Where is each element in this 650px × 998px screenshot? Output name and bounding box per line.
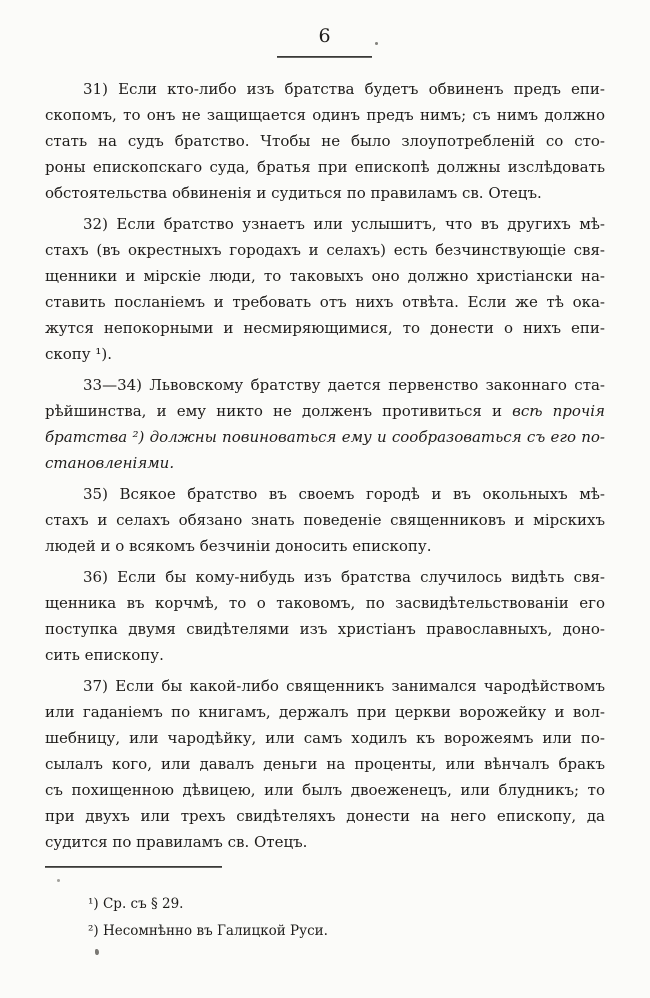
paragraph-35	[45, 481, 605, 559]
text-line: жутся непокорными и несмиряющимися, то донести о нихъ епи-	[45, 319, 605, 337]
text-line: шебницу, или чародѣйку, или самъ ходилъ къ ворожеямъ или по-	[45, 729, 605, 747]
text-block	[45, 76, 605, 855]
text-line: съ похищенною дѣвицею, или былъ двоеженецъ, или блудникъ; то	[45, 781, 605, 799]
text-line: стахъ и селахъ обязано знать поведеніе священниковъ и мірскихъ	[45, 511, 605, 529]
footnote-1: ¹) Ср. съ § 29.	[88, 896, 184, 912]
text-line: ставить посланіемъ и требовать отъ нихъ отвѣта. Если же тѣ ока-	[45, 293, 605, 311]
text-line: 35) Всякое братство въ своемъ городѣ и въ окольныхъ мѣ-	[83, 485, 605, 503]
text-line: 33—34) Львовскому братству дается первенство законнаго ста-	[83, 376, 605, 394]
text-line: щенники и мірскіе люди, то таковыхъ оно должно христіански на-	[45, 267, 605, 285]
roman-phrase: рѣйшинства, и ему никто не долженъ противиться и	[45, 402, 513, 420]
text-line: стать на судъ братство. Чтобы не было злоупотребленій со сто-	[45, 132, 605, 150]
text-line: скопомъ, то онъ не защищается одинъ предъ нимъ; съ нимъ должно	[45, 106, 605, 124]
text-line: сить епископу.	[45, 646, 164, 664]
text-line: братства ²) должны повиноваться ему и сообразоваться съ его по-	[45, 428, 605, 446]
text-line: 37) Если бы какой-либо священникъ занимался чародѣйствомъ	[83, 677, 605, 695]
text-line: при двухъ или трехъ свидѣтеляхъ донести на него епископу, да	[45, 807, 605, 825]
text-line: сылалъ кого, или давалъ деньги на проценты, или вѣнчалъ бракъ	[45, 755, 605, 773]
page-number: 6	[318, 25, 332, 47]
text-line: щенника въ корчмѣ, то о таковомъ, по засвидѣтельствованіи его	[45, 594, 605, 612]
text-line: обстоятельства обвиненія и судиться по правиламъ св. Отецъ.	[45, 184, 542, 202]
footnotes	[88, 891, 588, 945]
text-line: 36) Если бы кому-нибудь изъ братства случилось видѣть свя-	[83, 568, 605, 586]
italic-phrase: всѣ прочія	[512, 402, 605, 420]
text-line: поступка двумя свидѣтелями изъ христіанъ православныхъ, доно-	[45, 620, 605, 638]
paragraph-31	[45, 76, 605, 206]
scan-speck	[375, 42, 378, 45]
text-line: 32) Если братство узнаетъ или услышитъ, что въ другихъ мѣ-	[83, 215, 605, 233]
paragraph-36	[45, 564, 605, 668]
text-line: 31) Если кто-либо изъ братства будетъ обвиненъ предъ епи-	[83, 80, 605, 98]
paragraph-33-34	[45, 372, 605, 476]
text-line: роны епископскаго суда, братья при епископѣ должны изслѣдовать	[45, 158, 605, 176]
paragraph-32	[45, 211, 605, 367]
scan-speck	[57, 879, 60, 882]
paragraph-37	[45, 673, 605, 855]
text-line: скопу ¹).	[45, 345, 113, 363]
text-line: судится по правиламъ св. Отецъ.	[45, 833, 308, 851]
text-line: стахъ (въ окрестныхъ городахъ и селахъ) есть безчинствующіе свя-	[45, 241, 605, 259]
text-line: людей и о всякомъ безчиніи доносить епископу.	[45, 537, 432, 555]
text-line: становленіями.	[45, 454, 175, 472]
page-header	[0, 24, 650, 48]
text-line: или гаданіемъ по книгамъ, держалъ при церкви ворожейку и вол-	[45, 703, 605, 721]
scan-speck	[95, 949, 99, 955]
footnote-separator-rule	[45, 866, 222, 868]
footnote-2: ²) Несомнѣнно въ Галицкой Руси.	[88, 923, 328, 939]
page-number-rule	[277, 56, 372, 58]
text-line	[45, 398, 605, 424]
